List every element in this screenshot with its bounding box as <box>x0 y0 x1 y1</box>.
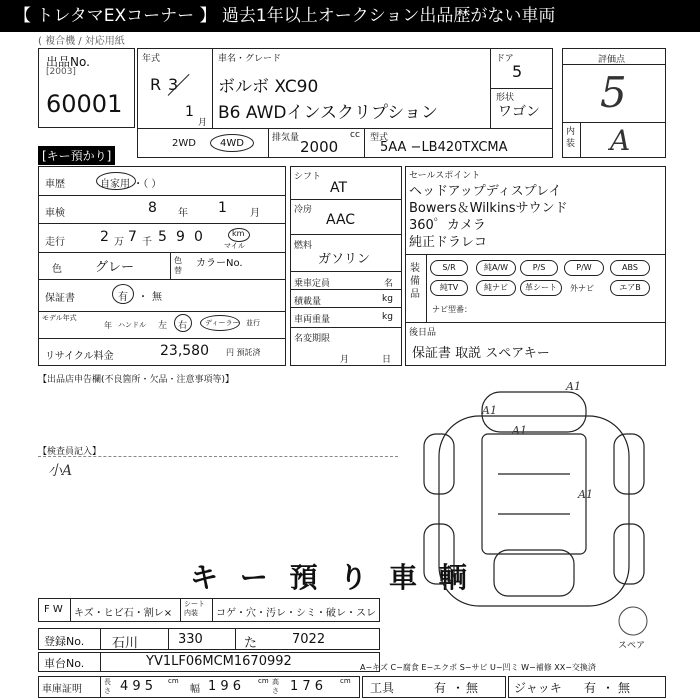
model-label: 型式 <box>370 133 389 143</box>
equip-ext-navi: 外ナビ <box>570 284 594 293</box>
inspector-label: 【検査員記入】 <box>38 447 102 457</box>
selling-point-4: 純正ドラレコ <box>409 235 488 250</box>
seat-label: シート内装 <box>184 600 205 617</box>
year-month: 1 <box>185 104 194 120</box>
year-month-unit: 月 <box>198 118 208 128</box>
registration-number: 7022 <box>292 632 326 647</box>
ac-label: 冷房 <box>294 205 313 215</box>
interior-label: 内装 <box>566 127 576 149</box>
equip-abs: ABS <box>610 260 650 276</box>
damage-mark-3: A1 <box>512 424 527 437</box>
detail-box <box>38 166 286 366</box>
inspection-label: 車検 <box>45 208 65 219</box>
color-value: グレー <box>95 260 135 275</box>
key-tag: [キー預かり] <box>38 146 115 165</box>
fuel-value: ガソリン <box>318 252 371 267</box>
mileage-d3: 0 <box>194 229 203 245</box>
length-label: 長さ <box>104 678 111 695</box>
mileage-sen: 7 <box>128 229 137 245</box>
equip-pw: P/W <box>564 260 604 276</box>
capacity-unit: 名 <box>384 279 394 289</box>
fw-label: F W <box>44 604 63 615</box>
jack-no: 無 <box>618 681 631 695</box>
page-header: 【 トレタマEXコーナー 】 過去1年以上オークション出品歴がない車両 <box>0 0 700 32</box>
model-year-unit: 年 <box>104 321 112 330</box>
width-unit: cm <box>258 677 269 685</box>
color-label: 色 <box>52 264 62 275</box>
equip-airbag: エアB <box>610 280 650 296</box>
car-label: 車名・グレード <box>218 54 282 64</box>
rating-value: 5 <box>600 68 627 117</box>
notes-label: 後日品 <box>409 328 437 338</box>
model-value: 5AA −LB420TXCMA <box>380 140 508 155</box>
tools-no: 無 <box>466 681 479 695</box>
lot-label: 出品No. <box>46 55 90 69</box>
registration-class: 330 <box>178 632 203 647</box>
equip-navi: 純ナビ <box>476 280 516 296</box>
mileage-d1: 5 <box>158 229 167 245</box>
jack-label: ジャッキ <box>514 681 562 695</box>
shift-value: AT <box>330 180 348 196</box>
warranty-sep: ・ <box>138 292 148 303</box>
handle-right: 右 <box>178 321 188 331</box>
inspection-year-unit: 年 <box>178 208 188 219</box>
mileage-mile: マイル <box>224 242 245 250</box>
equip-tv: 純TV <box>430 280 468 296</box>
spare-label: スペア <box>618 641 646 651</box>
ac-value: AAC <box>326 212 356 228</box>
selling-point-2: Bowers＆Wilkinsサウンド <box>409 201 568 216</box>
seat-items: コゲ・穴・汚レ・シミ・破レ・スレ <box>216 608 376 619</box>
selling-label: セールスポイント <box>409 171 481 181</box>
shape-value: ワゴン <box>498 104 540 120</box>
recycle-unit: 円 預託済 <box>226 348 261 357</box>
handle-label: ハンドル <box>118 321 146 329</box>
warranty-yes: 有 <box>118 292 128 303</box>
registration-label: 登録No. <box>44 635 85 648</box>
name-change-day: 日 <box>382 355 392 365</box>
equip-sr: S/R <box>430 260 468 276</box>
equipment-label: 装備品 <box>410 263 420 300</box>
damage-legend: A−キズ C−腐食 E−エクボ S−サビ U−凹ミ W−補修 XX−交換済 <box>360 663 596 672</box>
certificate-label: 車庫証明 <box>42 684 82 695</box>
jack-yes: 有 <box>584 681 597 695</box>
car-diagram <box>404 374 666 644</box>
exhibitor-note: 【出品店申告欄(不良箇所・欠品・注意事項等)】 <box>38 375 235 385</box>
capacity-label: 乗車定員 <box>294 279 331 289</box>
drive-2wd: 2WD <box>172 138 196 149</box>
equip-aw: 純A/W <box>476 260 516 276</box>
year-value: 3 <box>168 75 179 94</box>
parallel-label: 並行 <box>246 319 260 327</box>
car-grade: B6 AWDインスクリプション <box>218 103 438 123</box>
year-label: 年式 <box>142 54 161 64</box>
model-year-label: モデル年式 <box>42 314 77 322</box>
inspection-month: 1 <box>218 200 227 216</box>
notes-value: 保証書 取説 スペアキー <box>412 346 550 361</box>
length-unit: cm <box>168 677 179 685</box>
damage-mark-2: A1 <box>566 380 581 393</box>
load-label: 積載量 <box>294 297 322 307</box>
name-change-unit: 月 <box>340 355 350 365</box>
mileage-label: 走行 <box>45 237 65 248</box>
registration-kana: た <box>244 636 258 651</box>
displacement-value: 2000 <box>300 138 339 156</box>
lot-number: 60001 <box>46 90 123 118</box>
inspection-month-unit: 月 <box>250 208 260 219</box>
navi-label: ナビ型番： <box>432 305 472 314</box>
inspector-note: 小A <box>48 463 73 479</box>
shape-label: 形状 <box>496 93 515 103</box>
selling-point-3: 360゜カメラ <box>409 218 486 233</box>
history-label: 車歴 <box>45 179 65 190</box>
width-label: 幅 <box>190 684 200 695</box>
jack-sep: ・ <box>602 681 615 695</box>
registration-row <box>38 628 380 650</box>
tools-label: 工具 <box>370 681 395 695</box>
name-change-label: 名変期限 <box>294 334 331 344</box>
shift-label: シフト <box>294 172 322 182</box>
equip-leather: 革シート <box>520 280 562 296</box>
width-value: 1 9 6 <box>208 679 242 694</box>
dealer-label: ディーラー <box>205 319 240 327</box>
chassis-label: 車台No. <box>44 657 85 670</box>
recycle-label: リサイクル料金 <box>45 351 114 362</box>
recycle-value: 23,580 <box>160 343 209 359</box>
selling-point-1: ヘッドアップディスプレイ <box>409 184 562 199</box>
color-change-label: 色替 <box>174 256 182 275</box>
fuel-label: 燃料 <box>294 241 313 251</box>
height-value: 1 7 6 <box>290 679 324 694</box>
chassis-value: YV1LF06MCM1670992 <box>146 654 292 669</box>
height-label: 高さ <box>272 678 279 695</box>
damage-mark-4: A1 <box>578 488 593 501</box>
fw-items: キズ・ヒビ石・割レ× <box>74 608 173 619</box>
mileage-km: km <box>232 229 245 238</box>
weight-unit: kg <box>382 312 393 322</box>
top-note: ( 複合機 / 対応用紙 <box>38 36 125 47</box>
tools-yes: 有 <box>434 681 447 695</box>
displacement-label: 排気量 <box>272 133 300 143</box>
registration-area: 石川 <box>112 636 139 651</box>
history-value: 自家用 ・（ ） <box>100 179 162 190</box>
warranty-label: 保証書 <box>45 293 75 304</box>
tools-sep: ・ <box>452 681 465 695</box>
color-code-label: カラーNo. <box>196 258 243 269</box>
lot-year-stamp: [2003] <box>46 67 76 77</box>
rating-label: 評価点 <box>598 55 626 65</box>
doors-label: ドア <box>496 54 514 64</box>
mileage-man-unit: 万 <box>114 237 124 248</box>
damage-mark-1: A1 <box>482 404 497 417</box>
year-era: R <box>150 75 162 94</box>
load-unit: kg <box>382 294 393 304</box>
doors-value: 5 <box>512 62 523 81</box>
handle-left: 左 <box>158 321 168 331</box>
key-stamp: キ ー 預 り 車 輌 <box>190 561 473 594</box>
height-unit: cm <box>340 677 351 685</box>
weight-label: 車両重量 <box>294 315 331 325</box>
car-name: ボルボ XC90 <box>218 77 319 97</box>
drive-4wd: 4WD <box>220 138 244 149</box>
interior-value: A <box>610 124 631 157</box>
displacement-unit: cc <box>350 130 360 140</box>
length-value: 4 9 5 <box>120 679 154 694</box>
mileage-d2: 9 <box>176 229 185 245</box>
inspection-year: 8 <box>148 200 157 216</box>
warranty-no: 無 <box>152 292 162 303</box>
equip-ps: P/S <box>520 260 558 276</box>
mileage-sen-unit: 千 <box>142 237 152 248</box>
mileage-man: 2 <box>100 229 109 245</box>
